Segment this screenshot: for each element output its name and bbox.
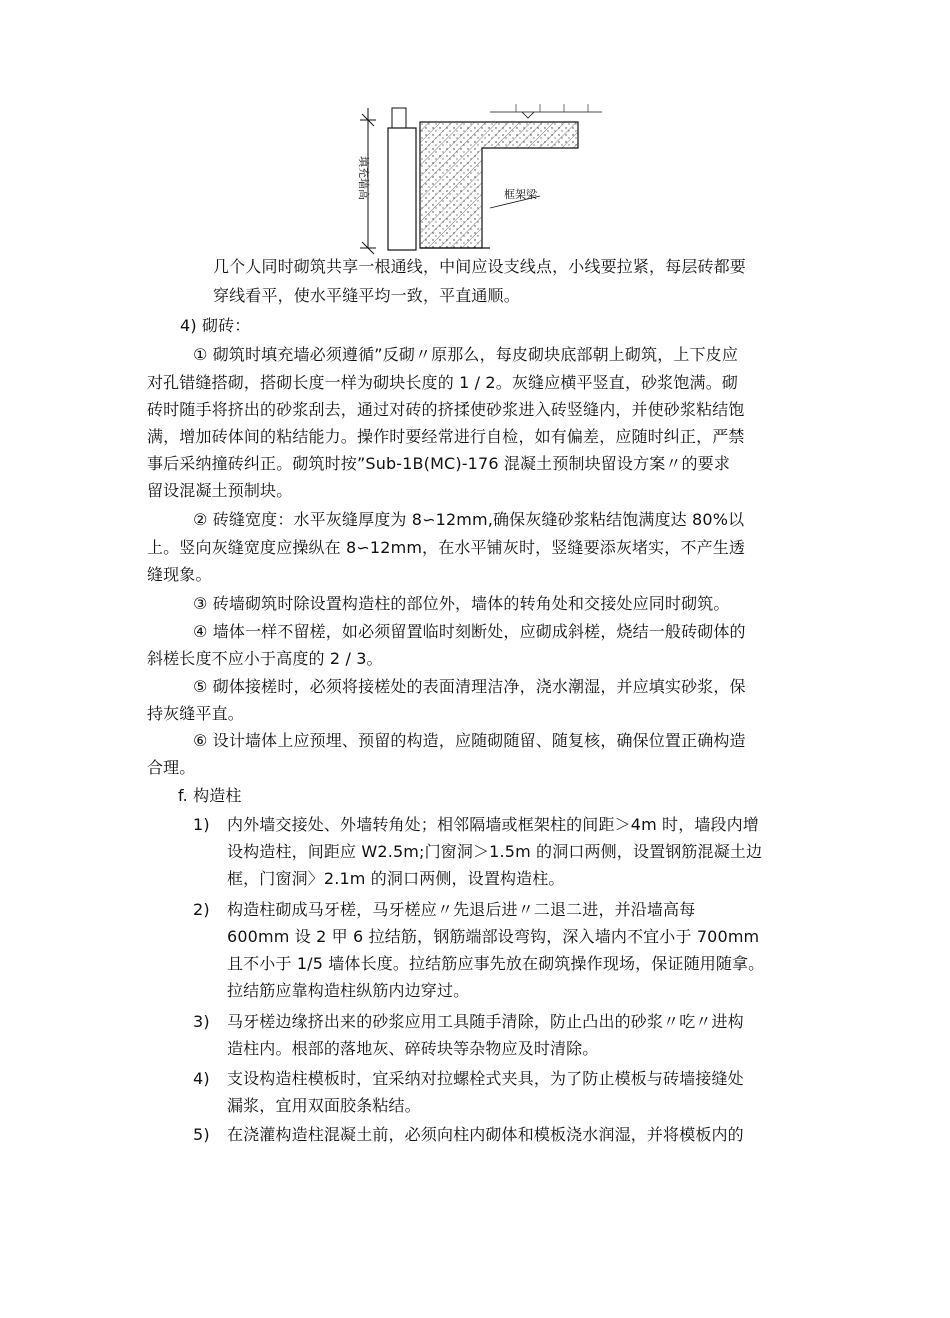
para-1-line-1: ① 砌筑时填充墙必须遵循”反砌〃原那么，每皮砌块底部朝上砌筑，上下皮应 [193, 345, 738, 364]
intro-line-2: 穿线看平，使水平缝平均一致，平直通顺。 [213, 286, 520, 305]
para-5-line-1: ⑤ 砌体接槎时，必须将接槎处的表面清理洁净，浇水潮湿，并应填实砂浆，保 [193, 677, 746, 696]
item-5-line-1: 在浇灌构造柱混凝土前，必须向柱内砌体和模板浇水润湿，并将模板内的 [227, 1125, 744, 1144]
item-2-line-1: 构造柱砌成马牙槎，马牙槎应〃先退后进〃二退二进，并沿墙高每 [227, 900, 696, 919]
para-2-line-3: 缝现象。 [147, 565, 212, 584]
intro-line-1: 几个人同时砌筑共享一根通线，中间应设支线点，小线要拉紧，每层砖都要 [213, 257, 746, 276]
masonry-wall [388, 128, 416, 250]
item-4-line-1: 支设构造柱模板时，宜采纳对拉螺栓式夹具，为了防止模板与砖墙接缝处 [227, 1069, 744, 1088]
para-1-line-2: 对孔错缝搭砌，搭砌长度一样为砌块长度的 1 / 2。灰缝应横平竖直，砂浆饱满。砌 [147, 373, 739, 392]
para-5-line-2: 持灰缝平直。 [147, 704, 244, 723]
item-1-line-1: 内外墙交接处、外墙转角处；相邻隔墙或框架柱的间距＞4m 时，墙段内增 [227, 815, 759, 834]
item-2-line-2: 600mm 设 2 甲 6 拉结筋，钢筋端部设弯钩，深入墙内不宜小于 700mm [227, 927, 760, 946]
beam-label: 框架梁 [504, 188, 537, 201]
para-1-line-4: 满，增加砖体间的粘结能力。操作时要经常进行自检，如有偏差，应随时纠正，严禁 [147, 427, 745, 446]
item-4-line-2: 漏浆，宜用双面胶条粘结。 [227, 1096, 421, 1115]
para-4-line-2: 斜槎长度不应小于高度的 2 / 3。 [147, 649, 383, 668]
para-1-line-3: 砖时随手将挤出的砂浆刮去，通过对砖的挤揉使砂浆进入砖竖缝内，并使砂浆粘结饱 [147, 400, 745, 419]
para-6-line-2: 合理。 [147, 758, 196, 777]
para-6-line-1: ⑥ 设计墙体上应预埋、预留的构造，应随砌随留、随复核，确保位置正确构造 [193, 731, 746, 750]
item-3-number: 3) [193, 1012, 210, 1031]
para-1-line-6: 留设混凝土预制块。 [147, 481, 293, 500]
section-f-heading: f. 构造柱 [178, 786, 242, 805]
item-3-line-1: 马牙槎边缘挤出来的砂浆应用工具随手清除，防止凸出的砂浆〃吃〃进构 [227, 1012, 744, 1031]
para-1-line-5: 事后采纳撞砖纠正。砌筑时按”Sub-1B(MC)-176 混凝土预制块留设方案〃的要求 [147, 454, 730, 473]
item-5-number: 5) [193, 1125, 210, 1144]
section-4-heading: 4) 砌砖： [180, 316, 251, 335]
item-3-line-2: 造柱内。根部的落地灰、碎砖块等杂物应及时清除。 [227, 1039, 599, 1058]
item-4-number: 4) [193, 1069, 210, 1088]
wall-beam-diagram [340, 98, 610, 258]
para-4-line-1: ④ 墙体一样不留槎，如必须留置临时刻断处，应砌成斜槎，烧结一般砖砌体的 [193, 622, 746, 641]
item-1-number: 1) [193, 815, 210, 834]
vertical-height-label: 填充墙高 [357, 156, 370, 200]
item-2-number: 2) [193, 900, 210, 919]
item-1-line-2: 设构造柱，间距应 W2.5m;门窗洞＞1.5m 的洞口两侧，设置钢筋混凝土边 [227, 842, 763, 861]
para-2-line-1: ② 砖缝宽度：水平灰缝厚度为 8∽12mm,确保灰缝砂浆粘结饱满度达 80%以 [193, 510, 745, 529]
item-1-line-3: 框，门窗洞〉2.1m 的洞口两侧，设置构造柱。 [227, 869, 565, 888]
para-2-line-2: 上。竖向灰缝宽度应操纵在 8∽12mm，在水平铺灰时，竖缝要添灰堵实，不产生透 [147, 538, 746, 557]
para-3-line-1: ③ 砖墙砌筑时除设置构造柱的部位外，墙体的转角处和交接处应同时砌筑。 [193, 594, 730, 613]
item-2-line-3: 且不小于 1/5 墙体长度。拉结筋应事先放在砌筑操作现场，保证随用随拿。 [227, 954, 765, 973]
item-2-line-4: 拉结筋应靠构造柱纵筋内边穿过。 [227, 981, 470, 1000]
